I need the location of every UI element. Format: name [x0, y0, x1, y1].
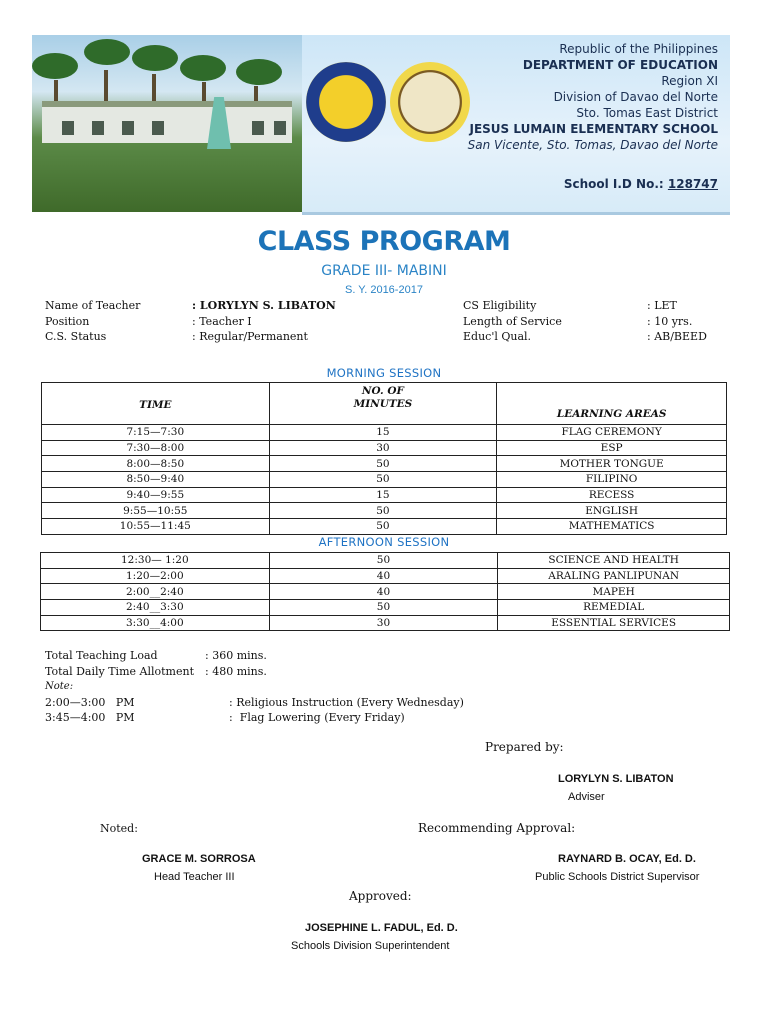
minutes-cell: 50: [269, 472, 497, 488]
table-row: [41, 615, 730, 631]
area-cell: ESSENTIAL SERVICES: [498, 615, 730, 631]
time-cell: 1:20—2:00: [41, 568, 270, 584]
minutes-header: [269, 383, 497, 425]
school-id-number: 128747: [667, 177, 718, 191]
minutes-cell: 15: [269, 487, 497, 503]
district-line: Sto. Tomas East District: [576, 106, 718, 120]
learning-areas-header: LEARNING AREAS: [497, 383, 727, 425]
school-building: [42, 101, 292, 143]
teaching-load-value: : 360 mins.: [205, 649, 267, 662]
table-row: [42, 503, 727, 519]
table-row: [42, 440, 727, 456]
note-label: Note:: [45, 681, 74, 692]
table-row: [42, 472, 727, 488]
time-cell: 7:30—8:00: [42, 440, 270, 456]
school-name: JESUS LUMAIN ELEMENTARY SCHOOL: [469, 122, 718, 136]
table-row: [42, 487, 727, 503]
teacher-info-right-labels: [463, 298, 562, 345]
time-cell: 2:00__2:40: [41, 584, 270, 600]
division-line: Division of Davao del Norte: [553, 90, 718, 104]
prepared-by-label: Prepared by:: [485, 740, 564, 754]
info-label: C.S. Status: [45, 330, 107, 343]
note-text: : Religious Instruction (Every Wednesday): [229, 695, 464, 709]
noted-label: Noted:: [100, 822, 138, 835]
school-photo: [32, 35, 302, 212]
minutes-cell: 40: [269, 568, 498, 584]
info-label: Length of Service: [463, 314, 562, 328]
info-value: : Regular/Permanent: [192, 330, 308, 343]
afternoon-schedule-table: [40, 552, 730, 631]
time-cell: 2:40__3:30: [41, 600, 270, 616]
info-value: : AB/BEED: [647, 330, 707, 343]
area-cell: ESP: [497, 440, 727, 456]
recommending-approval-label: Recommending Approval:: [418, 821, 576, 835]
note-time: 2:00—3:00 PM: [45, 695, 135, 709]
letterhead: [32, 35, 730, 212]
minutes-cell: 50: [269, 600, 498, 616]
minutes-cell: 40: [269, 584, 498, 600]
area-cell: FILIPINO: [497, 472, 727, 488]
head-teacher-name: GRACE M. SORROSA: [142, 853, 256, 865]
school-address: San Vicente, Sto. Tomas, Davao del Norte: [467, 138, 718, 152]
time-cell: 7:15—7:30: [42, 425, 270, 441]
area-cell: MATHEMATICS: [497, 519, 727, 535]
time-cell: 9:40—9:55: [42, 487, 270, 503]
approved-label: Approved:: [349, 889, 412, 903]
morning-session-label: MORNING SESSION: [326, 366, 442, 380]
table-row: [41, 600, 730, 616]
info-label: Name of Teacher: [45, 299, 141, 312]
minutes-cell: 15: [269, 425, 497, 441]
teacher-name: : LORYLYN S. LIBATON: [192, 299, 336, 312]
time-cell: 12:30— 1:20: [41, 553, 270, 569]
minutes-cell: 50: [269, 456, 497, 472]
minutes-header-line1: NO. OF: [361, 385, 404, 397]
republic-line: Republic of the Philippines: [559, 42, 718, 56]
note-text: : Flag Lowering (Every Friday): [229, 711, 405, 724]
table-header-row: [42, 383, 727, 425]
time-cell: 3:30__4:00: [41, 615, 270, 631]
daily-allotment-value: : 480 mins.: [205, 664, 267, 678]
area-cell: ARALING PANLIPUNAN: [498, 568, 730, 584]
minutes-cell: 50: [269, 519, 497, 535]
teacher-info-left-values: [192, 298, 336, 345]
info-label: Educ'l Qual.: [463, 330, 532, 343]
head-teacher-title: Head Teacher III: [154, 871, 235, 883]
teacher-info-right-values: [647, 298, 707, 345]
morning-schedule-table: [41, 382, 727, 535]
sds-title: Schools Division Superintendent: [291, 940, 450, 952]
area-cell: SCIENCE AND HEALTH: [498, 553, 730, 569]
table-row: [41, 553, 730, 569]
grade-section: GRADE III- MABINI: [321, 263, 447, 279]
table-row: [42, 519, 727, 535]
minutes-cell: 50: [269, 553, 498, 569]
sds-name: JOSEPHINE L. FADUL, Ed. D.: [305, 922, 458, 934]
school-id-label: School I.D No.:: [563, 177, 664, 191]
area-cell: MOTHER TONGUE: [497, 456, 727, 472]
totals-block: [45, 648, 464, 726]
info-value: : 10 yrs.: [647, 314, 693, 328]
teacher-info-left-labels: [45, 298, 140, 345]
info-value: : Teacher I: [192, 314, 252, 328]
school-year: S. Y. 2016-2017: [345, 284, 423, 296]
area-cell: RECESS: [497, 487, 727, 503]
minutes-cell: 50: [269, 503, 497, 519]
deped-seal-icon: [306, 62, 386, 142]
afternoon-session-label: AFTERNOON SESSION: [318, 535, 450, 549]
table-row: [42, 425, 727, 441]
table-row: [41, 568, 730, 584]
minutes-header-line2: MINUTES: [353, 398, 413, 410]
area-cell: FLAG CEREMONY: [497, 425, 727, 441]
table-row: [42, 456, 727, 472]
table-row: [41, 584, 730, 600]
area-cell: ENGLISH: [497, 503, 727, 519]
minutes-cell: 30: [269, 440, 497, 456]
psds-name: RAYNARD B. OCAY, Ed. D.: [558, 853, 696, 865]
agency-block: [468, 41, 718, 153]
teaching-load-label: Total Teaching Load: [45, 649, 158, 662]
page-title: CLASS PROGRAM: [257, 226, 511, 257]
adviser-title: Adviser: [568, 791, 605, 803]
department-line: DEPARTMENT OF EDUCATION: [522, 58, 718, 72]
school-seal-icon: [390, 62, 470, 142]
note-time: 3:45—4:00 PM: [45, 711, 135, 724]
school-id: [564, 177, 718, 191]
time-cell: 8:50—9:40: [42, 472, 270, 488]
header-banner: [302, 35, 730, 215]
psds-title: Public Schools District Supervisor: [535, 871, 700, 883]
minutes-cell: 30: [269, 615, 498, 631]
daily-allotment-label: Total Daily Time Allotment: [45, 664, 194, 678]
area-cell: MAPEH: [498, 584, 730, 600]
time-cell: 10:55—11:45: [42, 519, 270, 535]
time-cell: 8:00—8:50: [42, 456, 270, 472]
adviser-name: LORYLYN S. LIBATON: [558, 773, 674, 785]
info-label: Position: [45, 314, 90, 328]
info-value: : LET: [647, 299, 677, 312]
time-header: TIME: [42, 383, 270, 425]
time-cell: 9:55—10:55: [42, 503, 270, 519]
region-line: Region XI: [661, 74, 718, 88]
area-cell: REMEDIAL: [498, 600, 730, 616]
info-label: CS Eligibility: [463, 299, 537, 312]
